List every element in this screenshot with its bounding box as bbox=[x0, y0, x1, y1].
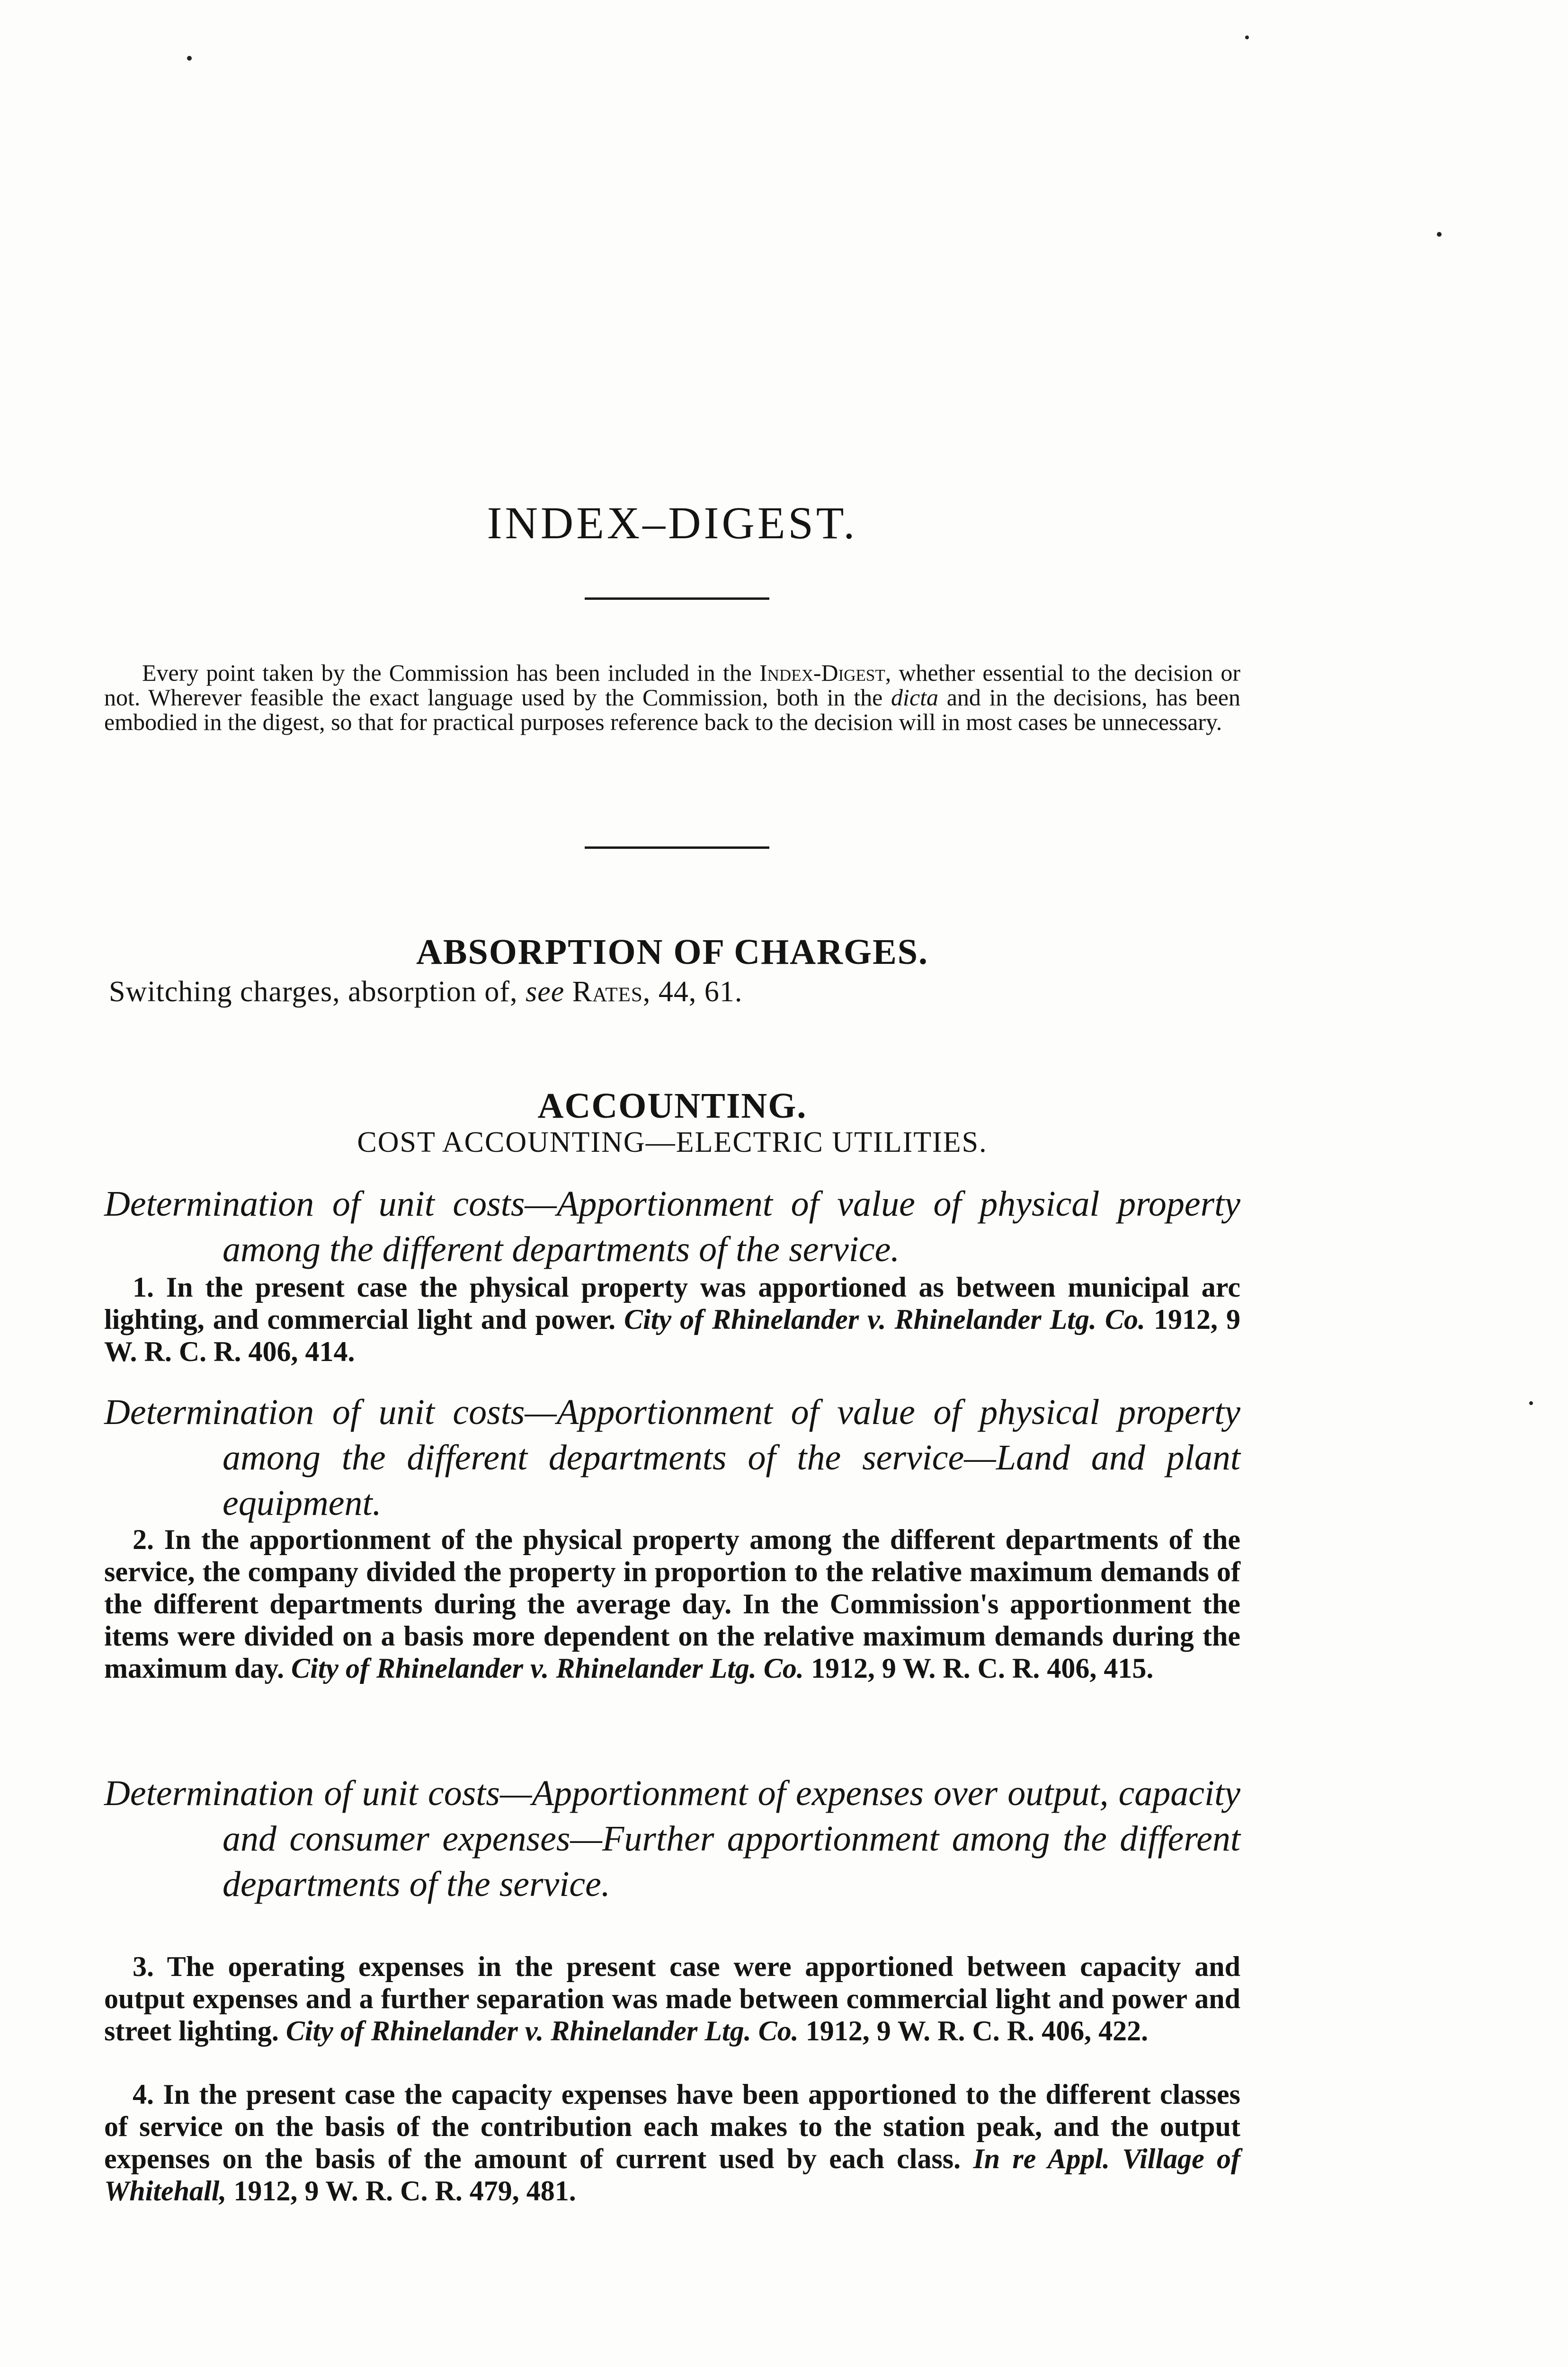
intro-dicta-term: dicta bbox=[891, 684, 939, 711]
paragraph-text: 1. In the present case the physical property was apportioned as between municipal arc lighting, and commercial light and power. bbox=[104, 1272, 1240, 1335]
scan-speck bbox=[1437, 232, 1442, 237]
case-citation: City of Rhinelander v. Rhinelander Ltg. Co. bbox=[285, 2015, 799, 2047]
case-citation: City of Rhinelander v. Rhinelander Ltg. Co. bbox=[291, 1653, 804, 1684]
digest-paragraph bbox=[104, 1271, 1240, 1368]
section-heading-absorption: ABSORPTION OF CHARGES. bbox=[416, 932, 929, 972]
citation-reference: 1912, 9 W. R. C. R. 406, 422. bbox=[798, 2015, 1149, 2047]
paragraph-text: 2. In the apportionment of the physical property among the different departments of the service, the company divided the property in proportion to the relative maximum demands of the different departments during the average day. In the Commission's apportionment the items were divided on a basis more dependent on the relative maximum demands during the maximum day. bbox=[104, 1524, 1240, 1684]
intro-text-mid: , whether essential to the decision or not. Wherever feasible the exact language used by the Commission, both in the bbox=[104, 659, 1240, 711]
topic-heading: Determination of unit costs—Apportionment of value of physical property among the different departments of the service. bbox=[104, 1184, 1240, 1269]
divider-rule bbox=[585, 597, 769, 600]
rates-reference: Rates bbox=[572, 976, 643, 1008]
scan-speck bbox=[1529, 1401, 1533, 1405]
paragraph-text: 3. The operating expenses in the present case were apportioned between capacity and output expenses and a further separation was made between commercial light and power and street lighting. bbox=[104, 1951, 1240, 2047]
topic-heading: Determination of unit costs—Apportionment of expenses over output, capacity and consumer expenses—Further apportionment among the different departments of the service. bbox=[104, 1773, 1240, 1904]
paragraph-text: 4. In the present case the capacity expenses have been apportioned to the different classes of service on the basis of the contribution each makes to the station peak, and the output expenses on the basis of the amount of current used by each class. bbox=[104, 2079, 1240, 2174]
intro-text-post: and in the decisions, has been embodied in the digest, so that for practical purposes reference back to the decision will in most cases be unnecessary. bbox=[104, 684, 1240, 735]
intro-index-digest-term: Index-Digest bbox=[759, 659, 885, 686]
section-heading-accounting: ACCOUNTING. bbox=[537, 1086, 807, 1126]
cross-reference-line bbox=[109, 975, 742, 1009]
citation-reference: 1912, 9 W. R. C. R. 406, 415. bbox=[803, 1653, 1154, 1684]
case-citation: City of Rhinelander v. Rhinelander Ltg. Co. bbox=[624, 1304, 1145, 1335]
see-word: see bbox=[526, 976, 565, 1008]
intro-note bbox=[104, 660, 1240, 734]
digest-paragraph bbox=[104, 1950, 1240, 2047]
case-citation: In re Appl. Village of Whitehall, bbox=[104, 2143, 1241, 2207]
divider-rule bbox=[585, 846, 769, 849]
citation-reference: 1912, 9 W. R. C. R. 406, 414. bbox=[104, 1304, 1241, 1367]
intro-text-pre: Every point taken by the Commission has been included in the bbox=[142, 659, 759, 686]
digest-paragraph bbox=[104, 1523, 1240, 1684]
topic-heading: Determination of unit costs—Apportionment of value of physical property among the different departments of the service—Land and plant equipment. bbox=[104, 1392, 1240, 1523]
scan-speck bbox=[1245, 36, 1249, 39]
intro-paragraph bbox=[104, 660, 1240, 734]
cross-reference-text: Switching charges, absorption of, bbox=[109, 976, 526, 1008]
scan-speck bbox=[187, 56, 192, 61]
digest-paragraph bbox=[104, 2078, 1240, 2207]
subsection-heading: COST ACCOUNTING—ELECTRIC UTILITIES. bbox=[357, 1126, 988, 1158]
citation-reference: 1912, 9 W. R. C. R. 479, 481. bbox=[226, 2175, 576, 2207]
page-title: INDEX–DIGEST. bbox=[487, 498, 858, 549]
cross-reference-pages: , 44, 61. bbox=[642, 976, 743, 1008]
